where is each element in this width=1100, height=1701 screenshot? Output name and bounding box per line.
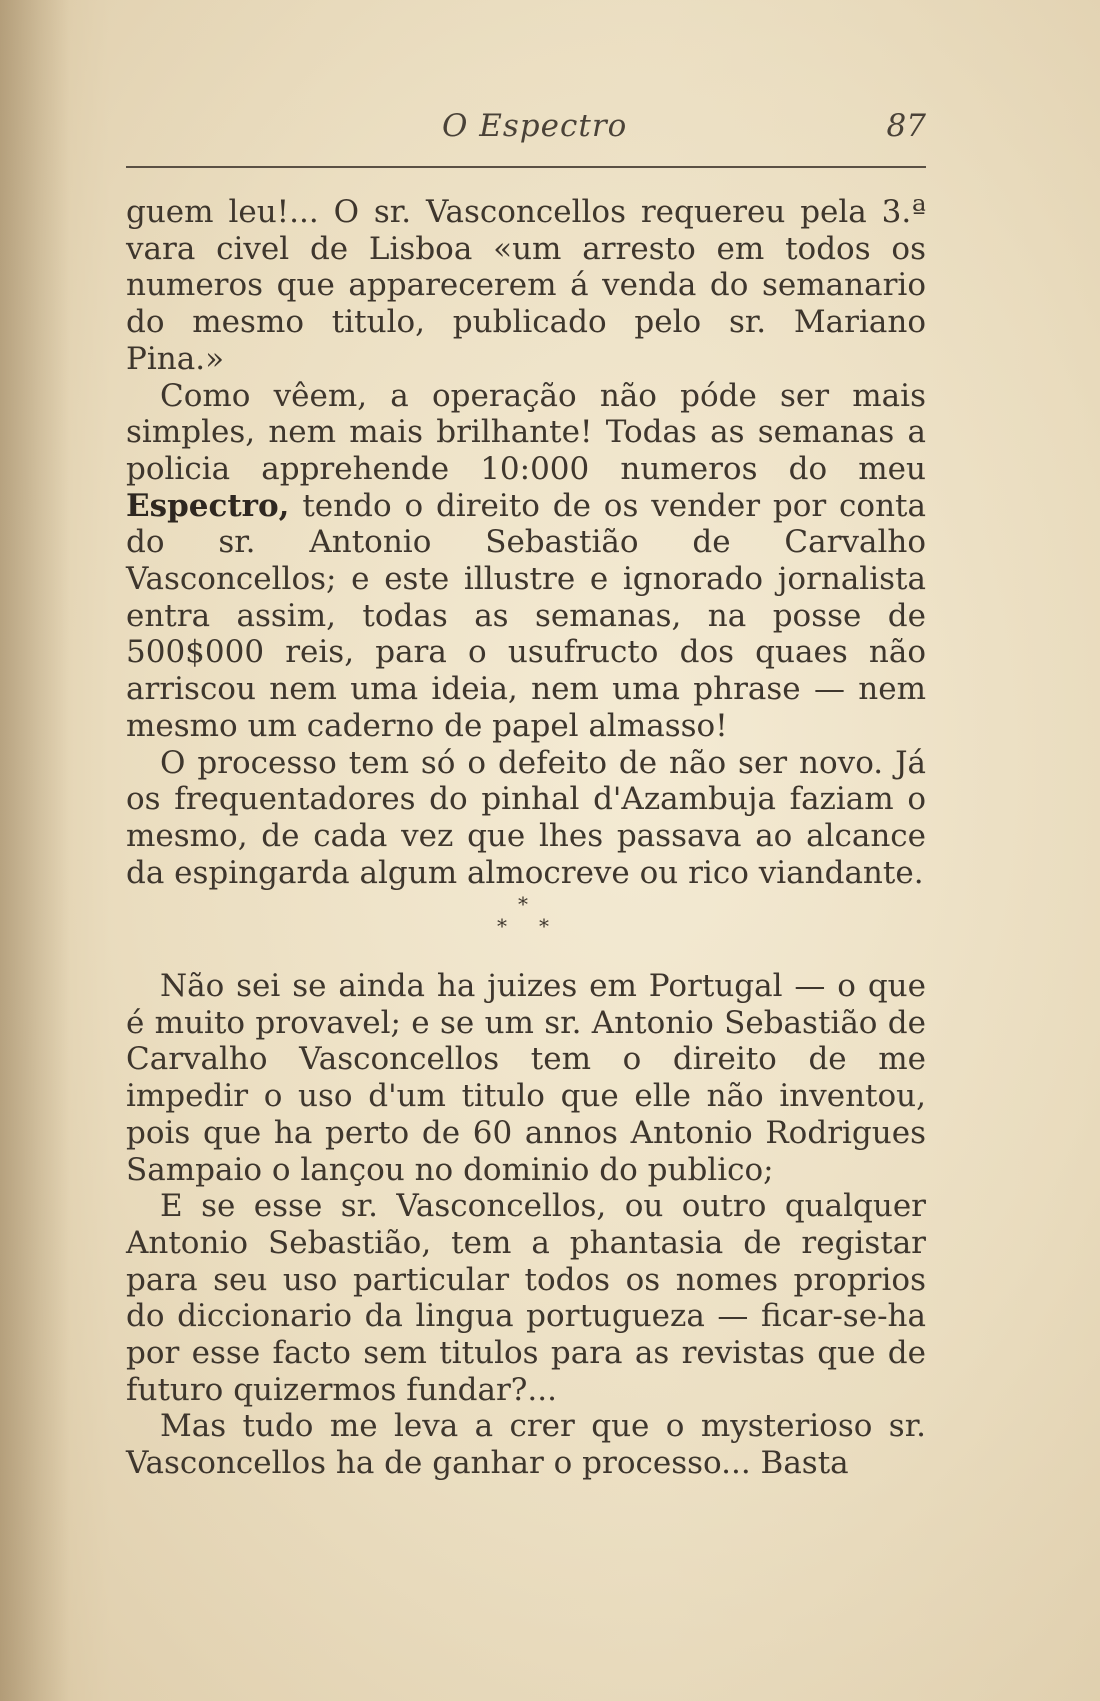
running-head	[126, 108, 926, 148]
separator-star: *	[539, 914, 549, 938]
magazine-title-bold: Espectro,	[126, 487, 290, 524]
section-separator	[476, 892, 576, 938]
paragraph-6: Mas tudo me leva a crer que o mysterioso sr. Vasconcellos ha de ganhar o processo... Basta	[126, 1408, 926, 1482]
page-number: 87	[886, 108, 926, 144]
separator-star: *	[497, 914, 507, 938]
paragraph-2-start: Como vêem, a operação não póde ser mais simples, nem mais brilhante! Todas as semanas a policia apprehende 10:000 numeros do meu	[126, 377, 926, 487]
running-title: O Espectro	[442, 108, 628, 144]
spine-shadow	[0, 0, 70, 1701]
paragraph-3: O processo tem só o defeito de não ser novo. Já os frequentadores do pinhal d'Azambuja faziam o mesmo, de cada vez que lhes passava ao alcance da espingarda algum almocreve ou rico viandante.	[126, 744, 926, 891]
separator-star: *	[518, 892, 528, 916]
paragraph-1: guem leu!... O sr. Vasconcellos requereu pela 3.ª vara civel de Lisboa «um arresto em todos os numeros que apparecerem á venda do semanario do mesmo titulo, publicado pelo sr. Mariano Pina.»	[126, 194, 926, 377]
paragraph-2-end: tendo o direito de os vender por conta do sr. Antonio Sebastião de Carvalho Vasconcellos; e este illustre e ignorado jornalista entra assim, todas as semanas, na posse de 500$000 reis, para o usufructo dos quaes não arriscou nem uma ideia, nem uma phrase — nem mesmo um caderno de papel almasso!	[126, 487, 926, 744]
paragraph-2	[126, 378, 926, 745]
header-rule	[126, 166, 926, 168]
paragraph-4: Não sei se ainda ha juizes em Portugal — o que é muito provavel; e se um sr. Antonio Sebastião de Carvalho Vasconcellos tem o direito de me impedir o uso d'um titulo que elle não inventou, pois que ha perto de 60 annos Antonio Rodrigues Sampaio o lançou no dominio do publico;	[126, 968, 926, 1188]
paragraph-5: E se esse sr. Vasconcellos, ou outro qualquer Antonio Sebastião, tem a phantasia de registar para seu uso particular todos os nomes proprios do diccionario da lingua portugueza — ficar-se-ha por esse facto sem titulos para as revistas que de futuro quizermos fundar?...	[126, 1188, 926, 1408]
text-block-1	[126, 194, 926, 891]
text-block-2	[126, 968, 926, 1482]
